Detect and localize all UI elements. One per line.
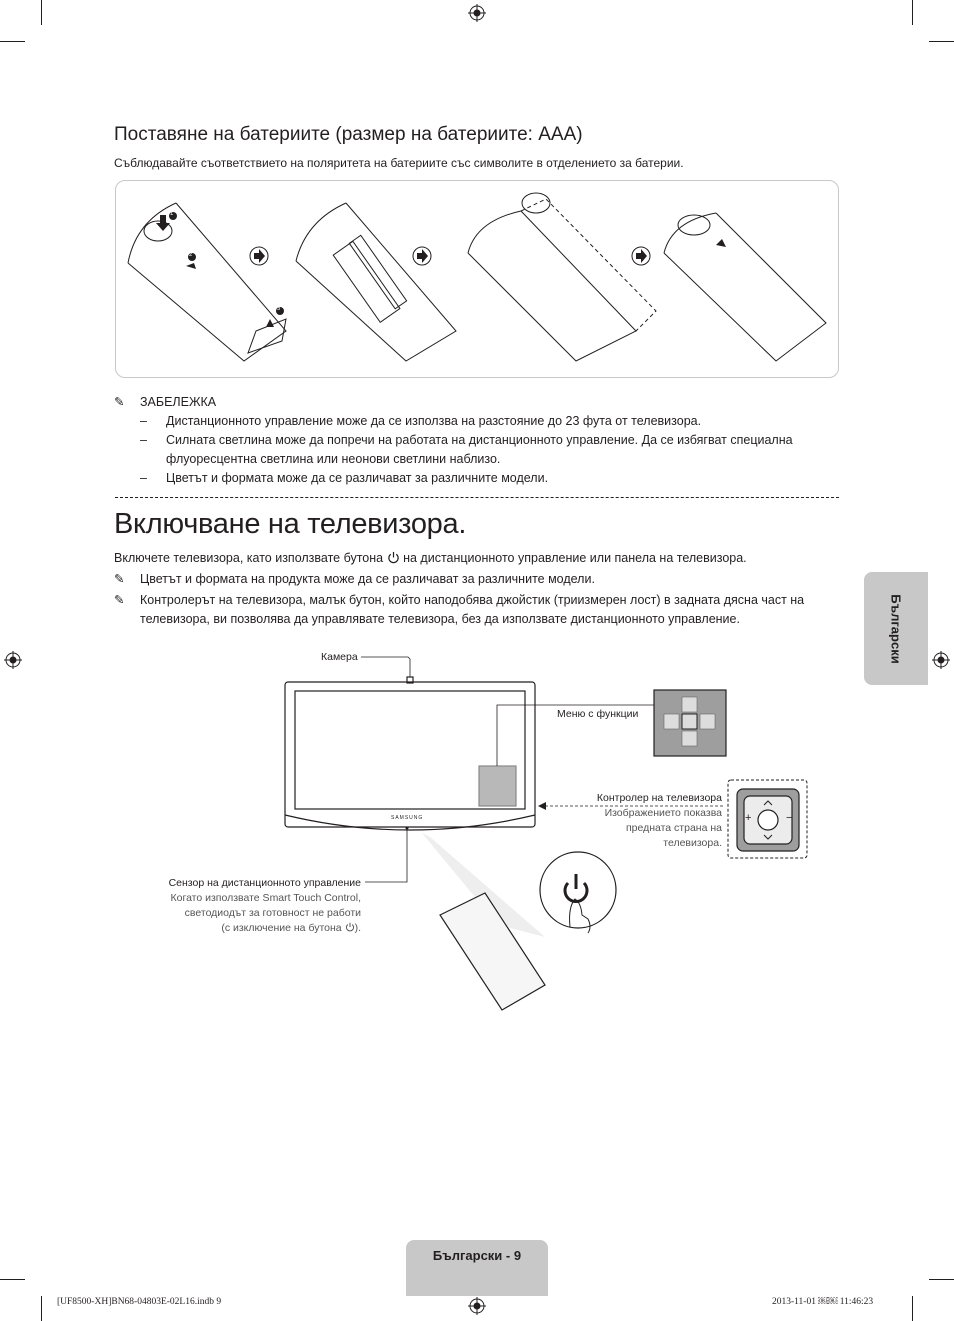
function-menu-label: Меню с функции bbox=[557, 708, 639, 720]
list-item: – Силната светлина може да попречи на работата на дистанционното управление. Да се избягват специална bbox=[140, 433, 793, 447]
tv-controller-label: Контролер на телевизора bbox=[596, 792, 722, 804]
footer-timestamp: 2013-11-01 ￼￼ 11:46:23 bbox=[772, 1297, 874, 1307]
list-item: – Цветът и формата може да се различават за различните модели. bbox=[140, 471, 549, 485]
controller-minus: − bbox=[786, 812, 793, 824]
crop-mark bbox=[912, 0, 913, 25]
battery-steps-illustration bbox=[116, 181, 838, 377]
remote-sensor-label: Сензор на дистанционното управление bbox=[168, 877, 361, 889]
note-heading: ЗАБЕЛЕЖКА bbox=[140, 395, 217, 409]
step-number: 2 bbox=[189, 252, 193, 258]
step-number: 3 bbox=[277, 306, 281, 312]
crop-mark bbox=[0, 41, 25, 42]
note-row: ✎ Цветът и формата на продукта може да се различават за различните модели. bbox=[114, 570, 834, 589]
power-notes bbox=[114, 570, 834, 629]
battery-section-title: Поставяне на батериите (размер на батериите: AAA) bbox=[114, 124, 583, 145]
power-icon bbox=[387, 551, 400, 564]
controller-plus: + bbox=[745, 812, 752, 824]
power-intro: Включете телевизора, като използвате бутона на дистанционното управление или панела на телевизора. bbox=[114, 551, 747, 565]
power-section-title: Включване на телевизора. bbox=[114, 508, 467, 540]
tv-brand-logo: SAMSUNG bbox=[391, 815, 424, 821]
section-divider bbox=[115, 497, 839, 498]
note-pencil-icon: ✎ bbox=[114, 395, 125, 409]
step-number: 1 bbox=[170, 211, 174, 217]
tv-controller-caption: Контролер на телевизора Изображението показва предната страна на телевизора. bbox=[540, 791, 722, 851]
crop-mark bbox=[912, 1296, 913, 1321]
crop-mark bbox=[929, 1279, 954, 1280]
crop-mark bbox=[929, 41, 954, 42]
crop-mark bbox=[41, 1296, 42, 1321]
note-block bbox=[114, 393, 814, 488]
crop-mark bbox=[41, 0, 42, 25]
battery-illustration-panel bbox=[115, 180, 839, 378]
power-icon bbox=[345, 922, 355, 932]
note-heading-row bbox=[114, 393, 814, 412]
list-item-continuation: флуоресцентна светлина или неонови светлини наблизо. bbox=[166, 452, 501, 466]
battery-intro: Съблюдавайте съответствието на поляритета на батериите със символите в отделението за батерии. bbox=[114, 156, 684, 170]
registration-mark-icon bbox=[932, 651, 950, 669]
registration-mark-icon bbox=[468, 1297, 486, 1315]
note-row: ✎ Контролерът на телевизора, малък бутон, който наподобява джойстик (триизмерен лост) в задната дясна част на bbox=[114, 591, 834, 610]
list-item: – Дистанционното управление може да се използва на разстояние до 23 фута от телевизора. bbox=[140, 414, 702, 428]
remote-sensor-caption: Сензор на дистанционното управление Когато използвате Smart Touch Control, светодиодът за готовност не работи (с изключение на бутона ). bbox=[120, 876, 361, 936]
registration-mark-icon bbox=[4, 651, 22, 669]
registration-mark-icon bbox=[468, 4, 486, 22]
note-pencil-icon: ✎ bbox=[114, 572, 125, 586]
note-pencil-icon: ✎ bbox=[114, 593, 125, 607]
note-row-continuation: телевизора, ви позволява да управлявате телевизора, без да използвате дистанционното управление. bbox=[140, 612, 740, 626]
page-number-tab: Български - 9 bbox=[406, 1240, 548, 1296]
footer-file-info: [UF8500-XH]BN68-04803E-02L16.indb 9 bbox=[57, 1297, 222, 1307]
camera-label: Камера bbox=[321, 651, 358, 663]
language-side-tab: Български bbox=[864, 572, 928, 685]
crop-mark bbox=[0, 1279, 25, 1280]
